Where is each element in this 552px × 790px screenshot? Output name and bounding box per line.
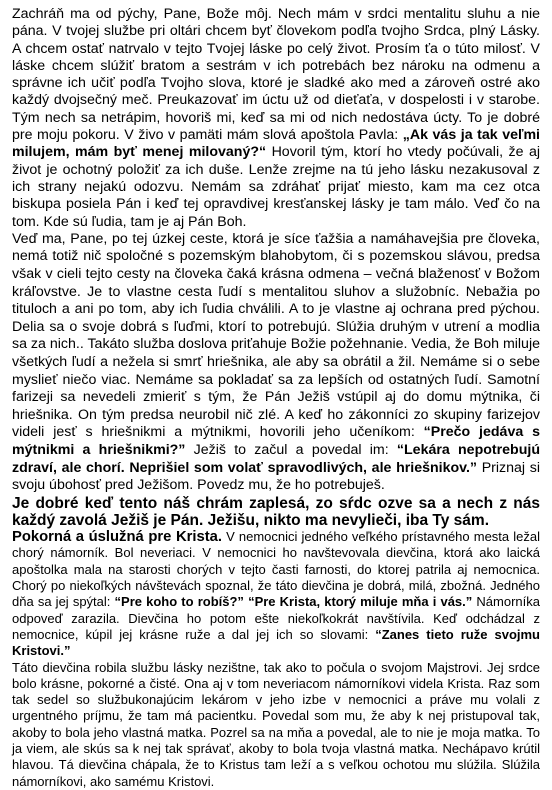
pavol-quote: „Ak vás ja tak veľmi milujem, mám byť menej milovaný?“: [12, 127, 541, 161]
roses-quote: “Zanes tieto ruže svojmu Kristovi.”: [12, 626, 540, 659]
acclamation-tail: Ježišu, nikto ma nevylieči, iba Ty sám.: [203, 511, 490, 529]
text: Zachráň ma od pýchy, Pane, Bože môj. Nech mám v srdci mentalitu sluhu a nie pána. V tvojej službe pri oltári chcem byť človekom podľa tvojho Srdca, plný Lásky. A chcem ostať natrvalo v tejto Tvojej láske po celý život. Prosím ťa o túto milosť. V láske chcem slúžiť bratom a sestrám v ich potrebách bez nároku na odmenu a správne ich učiť podľa Tvojho slova, ktoré je sladké ako med a zároveň ostré ako každý dvojsečný meč. Preukazovať im úctu už od dieťaťa, v dospelosti i v starobe. Tým nech sa netrápim, hovoriš mi, keď sa mi od nich nedostáva úcty. To je dobré pre moju pokoru. V živo v pamäti mám slová apoštola Pavla:: [12, 6, 540, 144]
text: Priznaj si svoju úbohosť pred Ježišom. Povedz mu, že ho potrebuješ.: [12, 459, 540, 494]
paragraph-acclamation: [12, 495, 540, 529]
jesus-quote: “Lekára nepotrebujú zdraví, ale chorí. Neprišiel som volať spravodlivých, ale hriešnikov.”: [12, 441, 540, 476]
text: Hovoril tým, ktorí ho vtedy počúvali, že aj život je ochotný položiť za ich duše. Lenže zrejme na tú jeho lásku nezakusoval z ich strany nejakú odozvu. Nemám sa zdráhať prijať miesto, kam ma cez otca biskupa posiela Pán i keď tej opravdivej kresťanskej lásky je tam málo. Veď čo na tom. Kde sú ľudia, tam je aj Pán Boh.: [12, 144, 540, 230]
text: Veď ma, Pane, po tej úzkej ceste, ktorá je síce ťažšia a namáhavejšia pre človeka, nemá totiž nič spoločné s pozemským blahobytom, či s pozemskou slávou, predsa však v cieli tejto cesty na človeka čaká krásna odmena – večná blaženosť v Božom kráľovstve. Je to vlastne cesta ľudí s mentalitou sluhov a služobníc. Nebažia po tituloch a ani po tom, aby ich ľudia chválili. A to je vlastne aj ochrana pred pýchou. Delia sa o svoje dobrá s ľuďmi, ktorí to potrebujú. Slúžia druhým v utrení a modlia sa za nich.. Takáto služba doslova priťahuje Božie požehnanie. Vedia, že Boh miluje všetkých ľudí a nežela si smrť hriešnika, ale aby sa obrátil a žil. Nemáme si o sebe myslieť niečo viac. Nemáme sa pokladať sa za lepších od ostatných ľudí. Samotní farizeji sa nevedeli zmieriť s tým, že Pán Ježiš vstúpil aj do domu mýtnika, či hriešnika. On tým predsa neurobil nič zlé. A keď ho zákonníci zo skupiny farizejov videli jesť s hriešnikmi a mýtnikmi, hovorili jeho učeníkom:: [12, 230, 540, 441]
paragraph-reflection: [12, 660, 540, 790]
story-title: Pokorná a úslužná pre Krista.: [12, 529, 223, 546]
paragraph-story: [12, 529, 540, 659]
pharisees-quote: “Prečo jedáva s mýtnikmi a hriešnikmi?”: [12, 424, 540, 458]
paragraph-narrow-path: [12, 231, 540, 495]
text: Ježiš to začul a povedal im:: [185, 441, 397, 458]
acclamation-text: Je dobré keď tento náš chrám zaplesá, zo sŕdc ozve sa a nech z nás každý zavolá Ježiš je Pán.: [12, 494, 540, 529]
paragraph-prayer: [12, 6, 540, 231]
text: Námorníka odpoveď zarazila. Dievčina ho potom ešte niekoľkokrát navštívila. Keď odchádzal z nemocnice, kúpil jej krásne ruže a dal jej ich so slovami:: [12, 594, 540, 642]
text: V nemocnici jedného veľkého prístavného mesta ležal chorý námorník. Bol neveriaci. V nemocnici ho navštevovala dievčina, ktorá ako laická apoštolka mala na starosti chorých v tejto časti farnosti, do ktorej patrila aj nemocnica. Chorý po niekoľkých návštevách spoznal, že táto dievčina je dobrá, milá, zbožná. Jedného dňa sa jej spýtal:: [12, 529, 540, 610]
text: Táto dievčina robila službu lásky nezištne, tak ako to počula o svojom Majstrovi. Jej srdce bolo krásne, pokorné a čisté. Ona aj v tom neveriacom námorníkovi videla Krista. Raz som tak sedel so službukonajúcim lekárom v jeho izbe v nemocnici a práve mu volali z urgentného príjmu, že tam má pacientku. Povedal som mu, že aby k nej pristupoval tak, akoby to bola jeho vlastná matka. Pozrel sa na mňa a povedal, ale to nie je moja matka. To ja viem, ale skús sa k nej tak správať, akoby to bola tvoja vlastná matka. Nechápavo krútil hlavou. Tá dievčina chápala, že to Kristus tam leží a s veľkou ochotou mu slúžila. Slúžila námorníkovi, ako samému Kristovi.: [12, 659, 540, 789]
dialogue-quote: “Pre koho to robíš?” “Pre Krista, ktorý miluje mňa i vás.”: [114, 594, 473, 610]
